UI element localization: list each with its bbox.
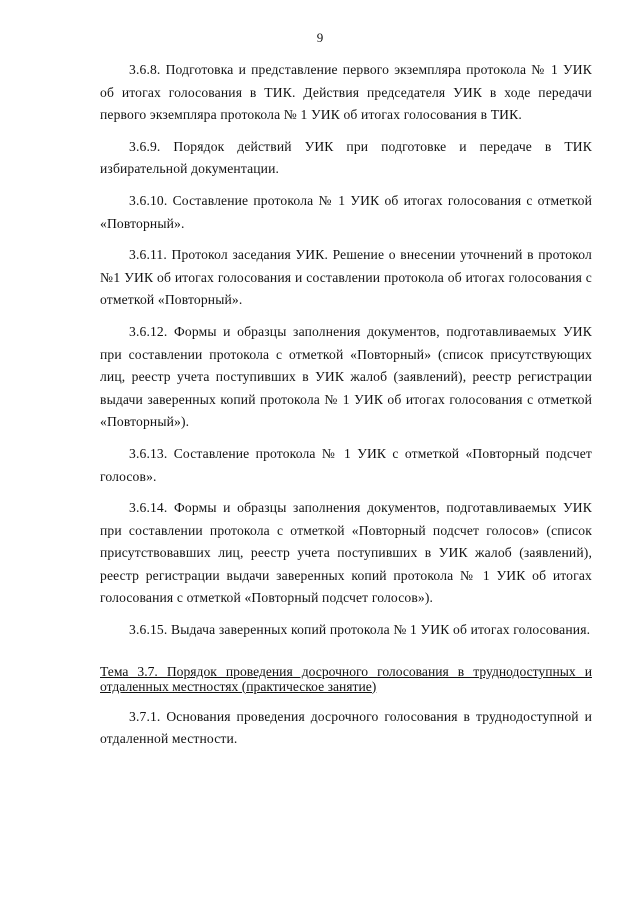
paragraph-3-6-9: 3.6.9. Порядок действий УИК при подготовке и передаче в ТИК избирательной документации.: [100, 138, 592, 177]
paragraph-3-6-14: 3.6.14. Формы и образцы заполнения документов, подготавливаемых УИК при составлении протокола с отметкой «Повторный подсчет голосов» (список присутствовавших лиц, реестр учета поступивших в УИК жалоб (заявлений), реестр регистрации выдачи заверенных копий протокола № 1 УИК об итогах голосования с отметкой «Повторный подсчет голосов»).: [100, 500, 592, 606]
page-number: 9: [316, 30, 324, 45]
paragraph-3-6-11: 3.6.11. Протокол заседания УИК. Решение о внесении уточнений в протокол №1 УИК об итогах голосования и составлении протокола об итогах голосования с отметкой «Повторный».: [100, 247, 592, 308]
paragraph-3-6-13: 3.6.13. Составление протокола № 1 УИК с отметкой «Повторный подсчет голосов».: [100, 445, 592, 484]
paragraph-3-7-1: 3.7.1. Основания проведения досрочного голосования в труднодоступной и отдаленной местности.: [100, 708, 592, 747]
paragraph-3-6-12: 3.6.12. Формы и образцы заполнения документов, подготавливаемых УИК при составлении протокола с отметкой «Повторный» (список присутствующих лиц, реестр учета поступивших в УИК жалоб (заявлений), реестр регистрации выдачи заверенных копий протокола № 1 УИК об итогах голосования с отметкой «Повторный»).: [100, 323, 592, 430]
paragraph-3-6-8: 3.6.8. Подготовка и представление первого экземпляра протокола № 1 УИК об итогах голосования в ТИК. Действия председателя УИК в ходе передачи первого экземпляра протокола № 1 УИК об итогах голосования в ТИК.: [100, 62, 592, 123]
topic-heading: Тема 3.7. Порядок проведения досрочного голосования в труднодоступных и отдаленных местностях (практическое занятие): [100, 663, 592, 694]
paragraph-3-6-15: 3.6.15. Выдача заверенных копий протокола № 1 УИК об итогах голосования.: [129, 622, 591, 638]
paragraph-3-6-10: 3.6.10. Составление протокола № 1 УИК об итогах голосования с отметкой «Повторный».: [100, 192, 592, 231]
document-body: [100, 59, 592, 760]
